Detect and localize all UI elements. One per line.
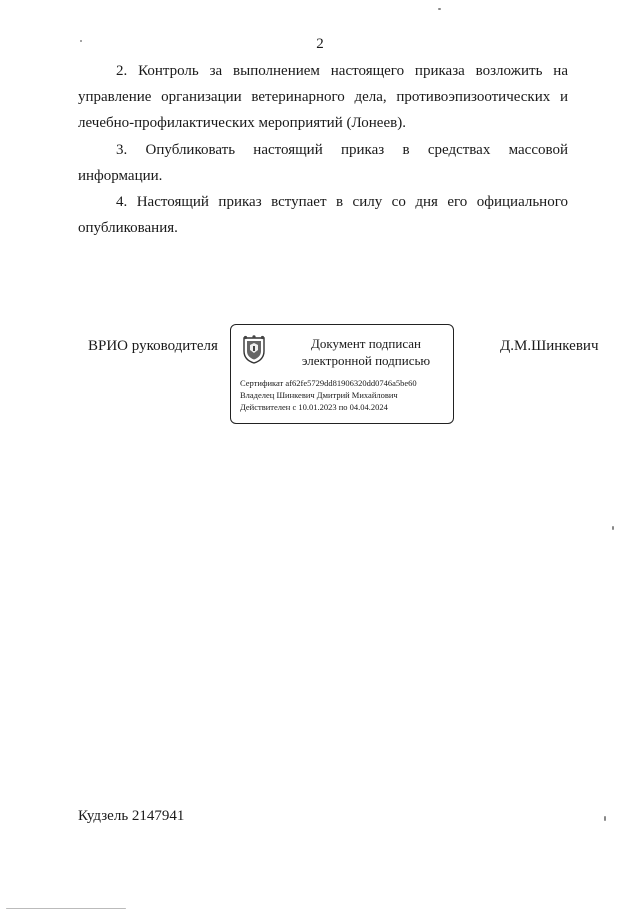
paragraph-line: 3. Опубликовать настоящий приказ в средствах массовой (116, 142, 568, 158)
page-number: 2 (316, 36, 324, 52)
paragraph-item-4 (78, 189, 568, 241)
scan-speck (438, 8, 441, 10)
paragraph-line: управление организации ветеринарного дела, противоэпизоотических и (78, 89, 568, 105)
stamp-certificate: Сертификат af62fe5729dd81906320dd0746a5be60 (240, 378, 417, 388)
footer-code: Кудзель 2147941 (78, 808, 185, 824)
paragraph-line: 2. Контроль за выполнением настоящего приказа возложить на (116, 63, 568, 79)
stamp-heading-line: Документ подписан (311, 336, 421, 351)
coat-of-arms-icon (241, 335, 267, 365)
stamp-owner: Владелец Шинкевич Дмитрий Михайлович (240, 390, 398, 400)
scan-speck (6, 908, 126, 909)
paragraph-item-2 (78, 58, 568, 136)
signatory-position: ВРИО руководителя (88, 338, 218, 354)
stamp-heading-line: электронной подписью (301, 353, 431, 368)
scan-speck (612, 526, 614, 530)
paragraph-line: лечебно-профилактических мероприятий (Лонеев). (78, 115, 406, 131)
scan-speck (80, 40, 82, 42)
paragraph-line: 4. Настоящий приказ вступает в силу со дня его официального (116, 194, 568, 210)
paragraph-line: информации. (78, 168, 163, 184)
paragraph-line: опубликования. (78, 220, 178, 236)
scan-speck (604, 816, 606, 821)
stamp-validity: Действителен с 10.01.2023 по 04.04.2024 (240, 402, 388, 412)
electronic-signature-stamp (230, 324, 454, 424)
signatory-name: Д.М.Шинкевич (500, 338, 599, 354)
paragraph-item-3 (78, 137, 568, 189)
